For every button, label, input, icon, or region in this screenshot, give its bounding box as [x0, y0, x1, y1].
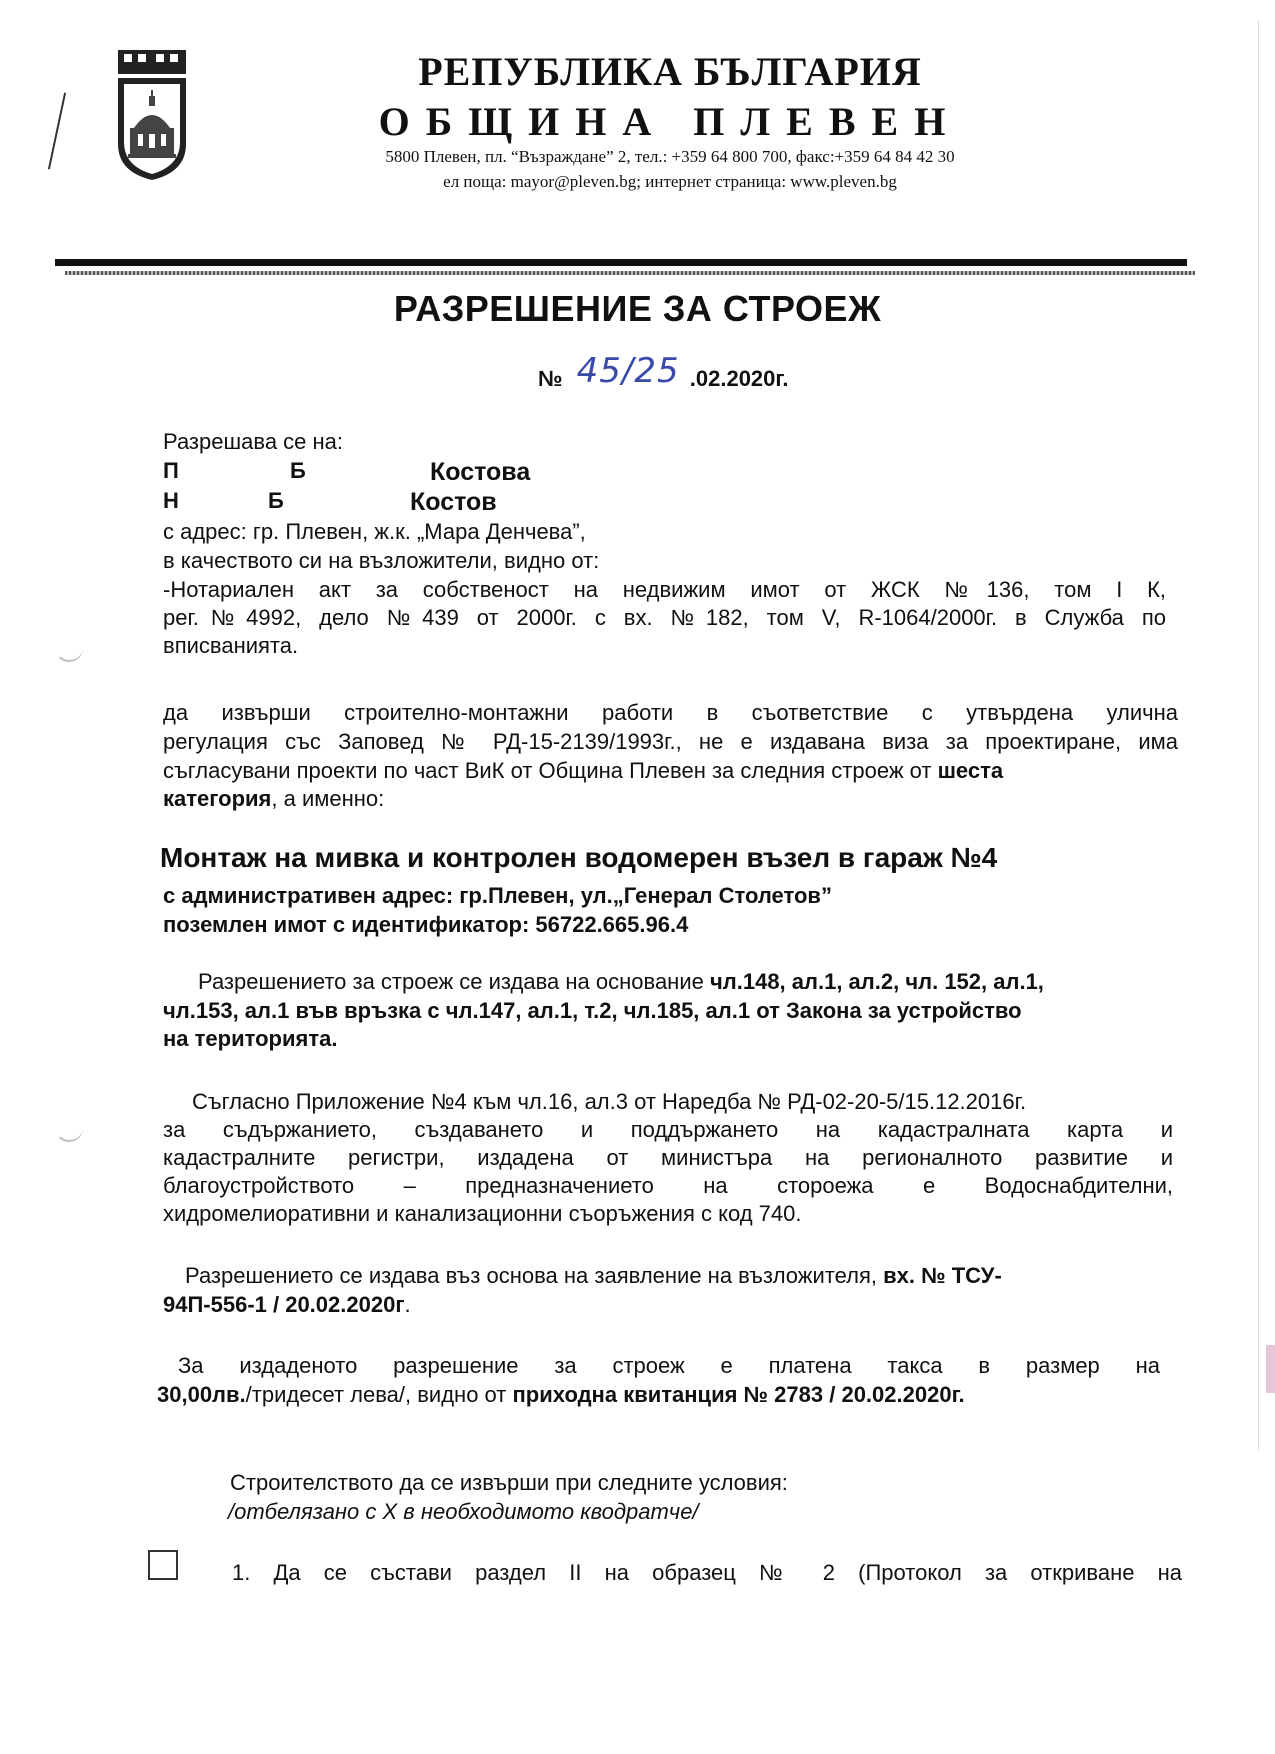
pleven-coat-of-arms-logo [116, 48, 188, 182]
handwritten-number: 45/25 [576, 351, 680, 391]
purpose-line-4: благоустройството – предназначението на стороежа е Водоснабдителни, [163, 1173, 1173, 1198]
condition-1-checkbox[interactable] [148, 1550, 178, 1580]
subject-identifier: поземлен имот с идентификатор: 56722.665.96.4 [163, 912, 689, 937]
grantees-intro: Разрешава се на: [163, 429, 344, 454]
header-rule-thin [65, 271, 1195, 275]
fee-receipt: приходна квитанция № 2783 / 20.02.2020г. [512, 1382, 965, 1407]
basis-line-1-text: Разрешението за строеж се издава на основание [198, 969, 710, 994]
application-line-1-text: Разрешението се издава въз основа на заявление на възложителя, [185, 1263, 884, 1288]
works-line-3 [163, 757, 1178, 785]
grantee-2-surname: Костов [410, 488, 497, 516]
deed-line-2: рег.№4992, дело №439 от 2000г. с вх. №182, том V, R-1064/2000г. в Служба по [163, 605, 1166, 630]
conditions-intro: Строителството да се извърши при следните условия: [230, 1470, 788, 1495]
header-republic: РЕПУБЛИКА БЪЛГАРИЯ [418, 49, 922, 94]
scan-color-mark [1266, 1345, 1275, 1393]
application-line-1 [185, 1262, 1002, 1290]
scan-hole-mark [55, 1122, 83, 1142]
purpose-line-2: за съдържанието, създаването и поддържането на кадастралната карта и [163, 1117, 1173, 1142]
condition-1-text: 1. Да се състави раздел II на образец № 2 (Протокол за откриване на [232, 1560, 1182, 1585]
basis-articles-1: чл.148, ал.1, ал.2, чл. 152, ал.1, [709, 969, 1044, 994]
pen-stroke-mark [48, 93, 66, 170]
basis-line-1 [198, 968, 1044, 996]
fee-line-1: За издаденото разрешение за строеж е платена такса в размер на [178, 1353, 1160, 1378]
subject-address: с административен адрес: гр.Плевен, ул.„Генерал Столетов” [163, 883, 832, 908]
fee-amount: 30,00лв. [157, 1382, 246, 1407]
scan-edge [1258, 20, 1259, 1450]
purpose-line-1: Съгласно Приложение №4 към чл.16, ал.3 от Наредба № РД-02-20-5/15.12.2016г. [192, 1089, 1027, 1114]
grantee-1-surname: Костова [430, 458, 531, 486]
works-line-1: да извърши строително-монтажни работи в съответствие с утвърдена улична [163, 700, 1178, 725]
works-category-label: категория [163, 786, 272, 811]
conditions-note: /отбелязано с Х в необходимото кводратче/ [228, 1499, 699, 1524]
grantee-capacity: в качеството си на възложители, видно от: [163, 548, 600, 573]
basis-line-2: чл.153, ал.1 във връзка с чл.147, ал.1, т.2, чл.185, ал.1 от Закона за устройство [163, 998, 1022, 1023]
works-line-2: регулация със Заповед № РД-15-2139/1993г., не е издавана виза за проектиране, има [163, 729, 1178, 754]
header-municipality: ОБЩИНА ПЛЕВЕН [378, 99, 962, 144]
application-line-2-end: . [404, 1292, 411, 1317]
application-number-start: вх. № ТСУ- [883, 1263, 1002, 1288]
grantee-1-initial-2: Б [290, 458, 306, 483]
number-prefix: № [538, 366, 563, 391]
grantee-address: с адрес: гр. Плевен, ж.к. „Мара Денчева”, [163, 519, 586, 544]
application-number: 94П-556-1 / 20.02.2020г [163, 1292, 405, 1317]
purpose-line-3: кадастралните регистри, издадена от министъра на регионалното развитие и [163, 1145, 1173, 1170]
number-date: .02.2020г. [689, 366, 789, 391]
purpose-line-5: хидромелиоративни и канализационни съоръжения с код 740. [163, 1201, 802, 1226]
works-line-3-text: съгласувани проекти по част ВиК от Община Плевен за следния строеж от [163, 758, 938, 783]
scan-hole-mark [55, 642, 83, 662]
document-number [538, 351, 789, 395]
basis-line-3: на територията. [163, 1026, 338, 1051]
header-contacts: ел поща: mayor@pleven.bg; интернет страница: www.pleven.bg [443, 172, 897, 191]
application-line-2 [163, 1291, 411, 1319]
fee-line-2 [157, 1381, 965, 1409]
header-rule-thick [55, 259, 1187, 266]
works-category-word: шеста [937, 758, 1004, 783]
deed-line-3: вписванията. [163, 633, 299, 658]
works-line-4-text: , а именно: [271, 786, 385, 811]
fee-words: /тридесет лева/, видно от [245, 1382, 513, 1407]
construction-subject: Монтаж на мивка и контролен водомерен възел в гараж №4 [160, 842, 998, 873]
grantee-2-initial-2: Б [268, 488, 284, 513]
works-line-4 [163, 785, 384, 813]
grantee-2-initial-1: Н [163, 488, 179, 513]
grantee-1-initial-1: П [163, 458, 179, 483]
document-title: РАЗРЕШЕНИЕ ЗА СТРОЕЖ [393, 288, 882, 329]
header-address: 5800 Плевен, пл. “Възраждане” 2, тел.: +359 64 800 700, факс:+359 64 84 42 30 [385, 147, 955, 166]
deed-line-1: -Нотариален акт за собственост на недвижим имот от ЖСК №136, том I К, [163, 577, 1166, 602]
